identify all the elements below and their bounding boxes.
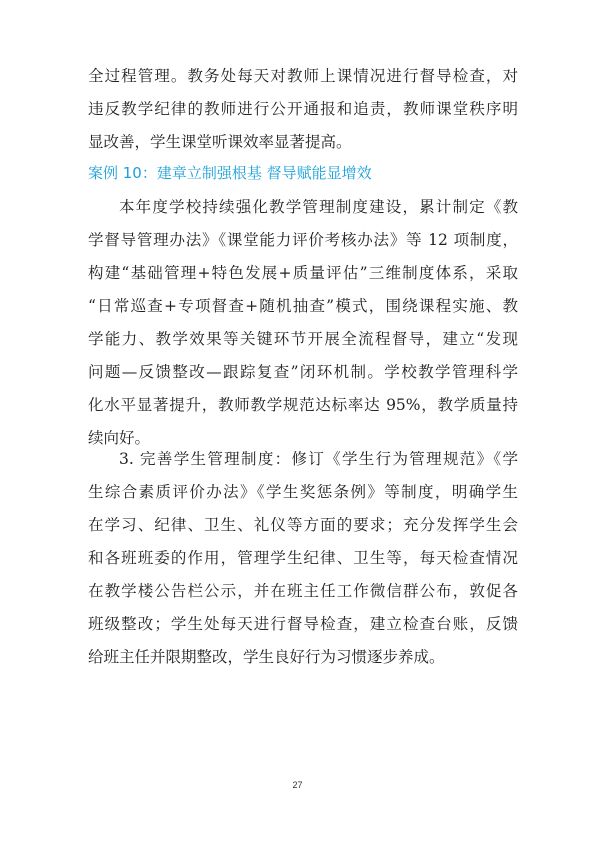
paragraph-1-line-3: 显改善，学生课堂听课效率显著提高。 <box>88 133 352 151</box>
paragraph-2-line-8: 续向好。 <box>88 429 151 447</box>
paragraph-3-line-4: 和各班班委的作用，管理学生纪律、卫生等，每天检查情况 <box>88 549 518 567</box>
paragraph-3-line-6: 班级整改；学生处每天进行督导检查，建立检查台账，反馈 <box>88 615 518 633</box>
page-number: 27 <box>292 780 303 790</box>
paragraph-2-line-1: 本年度学校持续强化教学管理制度建设，累计制定《教 <box>119 198 518 216</box>
paragraph-2-line-7: 化水平显著提升，教师教学规范达标率达 95%，教学质量持 <box>88 396 518 414</box>
paragraph-2-line-3: 构建“基础管理+特色发展+质量评估”三维制度体系，采取 <box>88 264 518 282</box>
paragraph-1-line-1: 全过程管理。教务处每天对教师上课情况进行督导检查，对 <box>88 67 518 85</box>
paragraph-2-line-4: “日常巡查+专项督查+随机抽查”模式，围绕课程实施、教 <box>88 297 518 315</box>
paragraph-3-line-2: 生综合素质评价办法》《学生奖惩条例》等制度，明确学生 <box>88 483 518 501</box>
paragraph-2-line-6: 问题—反馈整改—跟踪复查”闭环机制。学校教学管理科学 <box>88 363 518 381</box>
paragraph-3-line-1: 3. 完善学生管理制度：修订《学生行为管理规范》《学 <box>119 450 518 468</box>
paragraph-1-line-2: 违反教学纪律的教师进行公开通报和追责，教师课堂秩序明 <box>88 100 518 118</box>
paragraph-3-line-3: 在学习、纪律、卫生、礼仪等方面的要求；充分发挥学生会 <box>88 516 518 534</box>
paragraph-3-line-5: 在教学楼公告栏公示，并在班主任工作微信群公布，敦促各 <box>88 582 518 600</box>
paragraph-2-line-2: 学督导管理办法》《课堂能力评价考核办法》等 12 项制度， <box>88 231 518 249</box>
paragraph-3-line-7: 给班主任并限期整改，学生良好行为习惯逐步养成。 <box>88 648 445 666</box>
paragraph-2-line-5: 学能力、教学效果等关键环节开展全流程督导，建立“发现 <box>88 330 518 348</box>
case-heading: 案例 10：建章立制强根基 督导赋能显增效 <box>88 164 372 182</box>
